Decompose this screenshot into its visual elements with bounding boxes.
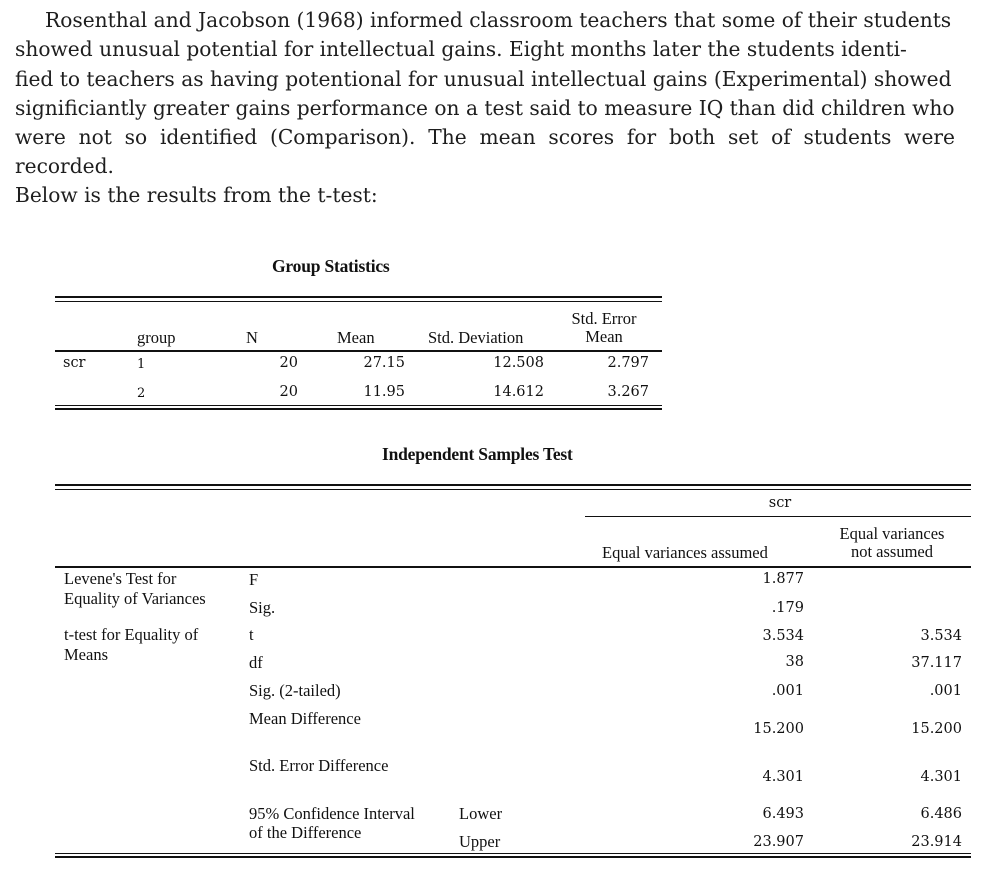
variable-label: scr xyxy=(63,355,86,371)
table-rule xyxy=(55,484,971,486)
table-rule xyxy=(55,566,971,568)
table-rule xyxy=(55,350,662,352)
table-rule xyxy=(55,405,662,406)
confidence-interval-label: 95% Confidence Interval of the Difference xyxy=(249,804,415,842)
header-equal-variances-not-assumed: Equal variances not assumed xyxy=(839,524,945,561)
levene-section-label: Levene's Test for Equality of Variances xyxy=(64,569,206,608)
header-group: group xyxy=(137,328,176,347)
intro-line: Rosenthal and Jacobson (1968) informed classroom teachers that some of their students xyxy=(45,8,952,32)
table-rule xyxy=(55,853,971,854)
table-rule xyxy=(585,516,971,517)
independent-samples-title: Independent Samples Test xyxy=(382,444,573,464)
header-std-error-mean: Std. Error Mean xyxy=(571,309,637,346)
table-rule xyxy=(55,301,662,302)
group-statistics-title: Group Statistics xyxy=(272,256,390,276)
header-equal-variances-assumed: Equal variances assumed xyxy=(602,543,768,562)
table-rule xyxy=(55,856,971,858)
table-rule xyxy=(55,408,662,410)
intro-line: significiantly greater gains performance on a test said to measure IQ than did children who xyxy=(15,95,955,120)
intro-line: showed unusual potential for intellectual gains. Eight months later the students identi- xyxy=(15,37,907,62)
header-n: N xyxy=(246,328,258,347)
intro-line: were not so identified (Comparison). The mean scores for both set of students were recorded. xyxy=(15,125,955,179)
ttest-section-label: t-test for Equality of Means xyxy=(64,625,199,664)
variable-label: scr xyxy=(768,495,792,511)
header-std-deviation: Std. Deviation xyxy=(428,328,524,347)
header-mean: Mean xyxy=(337,328,375,347)
table-rule xyxy=(55,296,662,298)
intro-paragraph xyxy=(15,6,955,182)
table-rule xyxy=(55,489,971,490)
intro-line: fied to teachers as having potentional for unusual intellectual gains (Experimental) showed xyxy=(15,66,952,91)
results-intro: Below is the results from the t-test: xyxy=(15,183,378,207)
